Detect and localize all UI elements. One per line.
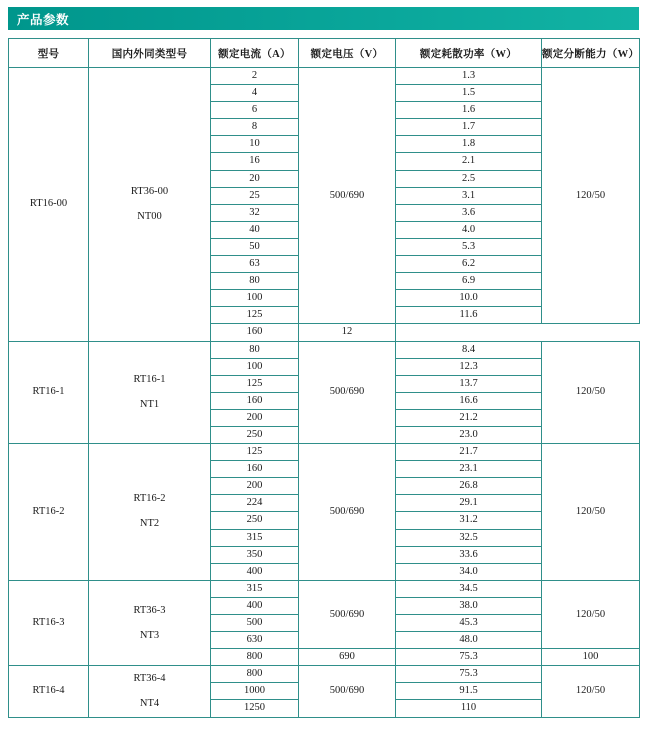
equivalent-model-line: RT36-4 bbox=[133, 672, 166, 684]
header-model: 型号 bbox=[9, 39, 89, 68]
cell-rated-current: 500 bbox=[211, 615, 299, 632]
cell-power-dissipation: 21.7 bbox=[396, 444, 542, 461]
cell-rated-current: 125 bbox=[211, 444, 299, 461]
cell-power-dissipation: 91.5 bbox=[396, 683, 542, 700]
cell-equivalent-model bbox=[89, 341, 211, 444]
table-head bbox=[9, 39, 640, 68]
cell-rated-current: 16 bbox=[211, 153, 299, 170]
spec-table-wrapper bbox=[8, 38, 639, 718]
cell-power-dissipation: 34.0 bbox=[396, 563, 542, 580]
equivalent-model-line: NT00 bbox=[137, 210, 162, 222]
cell-power-dissipation: 48.0 bbox=[396, 632, 542, 649]
equivalent-model-line: RT16-2 bbox=[133, 493, 166, 505]
table-row bbox=[9, 580, 640, 597]
cell-power-dissipation: 2.5 bbox=[396, 170, 542, 187]
spec-table bbox=[8, 38, 640, 718]
cell-rated-current: 160 bbox=[211, 392, 299, 409]
cell-rated-current: 224 bbox=[211, 495, 299, 512]
cell-power-dissipation: 3.1 bbox=[396, 187, 542, 204]
header-power: 额定耗散功率（W） bbox=[396, 39, 542, 68]
cell-rated-current: 4 bbox=[211, 85, 299, 102]
cell-rated-current: 315 bbox=[211, 529, 299, 546]
header-row bbox=[9, 39, 640, 68]
equivalent-model-line: NT4 bbox=[139, 697, 160, 709]
cell-rated-current: 6 bbox=[211, 102, 299, 119]
cell-rated-voltage: 500/690 bbox=[299, 341, 396, 444]
cell-rated-current: 40 bbox=[211, 221, 299, 238]
cell-rated-voltage: 500/690 bbox=[299, 68, 396, 324]
cell-power-dissipation: 31.2 bbox=[396, 512, 542, 529]
cell-breaking-capacity: 120/50 bbox=[542, 666, 640, 717]
cell-rated-current: 630 bbox=[211, 632, 299, 649]
cell-rated-current: 10 bbox=[211, 136, 299, 153]
cell-rated-current: 100 bbox=[211, 290, 299, 307]
spec-page bbox=[0, 7, 647, 752]
cell-model: RT16-2 bbox=[9, 444, 89, 581]
cell-rated-current: 250 bbox=[211, 426, 299, 443]
table-row bbox=[9, 666, 640, 683]
cell-power-dissipation: 4.0 bbox=[396, 221, 542, 238]
cell-power-dissipation: 1.3 bbox=[396, 68, 542, 85]
cell-power-dissipation: 12.3 bbox=[396, 358, 542, 375]
cell-rated-current: 350 bbox=[211, 546, 299, 563]
cell-rated-current: 400 bbox=[211, 597, 299, 614]
table-body bbox=[9, 68, 640, 718]
cell-power-dissipation: 10.0 bbox=[396, 290, 542, 307]
cell-rated-current: 63 bbox=[211, 256, 299, 273]
cell-rated-current: 200 bbox=[211, 478, 299, 495]
cell-rated-current: 160 bbox=[211, 324, 299, 341]
cell-equivalent-model bbox=[89, 580, 211, 665]
cell-power-dissipation: 23.1 bbox=[396, 461, 542, 478]
cell-rated-voltage: 500/690 bbox=[299, 580, 396, 648]
cell-rated-current: 400 bbox=[211, 563, 299, 580]
cell-model: RT16-1 bbox=[9, 341, 89, 444]
cell-power-dissipation: 45.3 bbox=[396, 615, 542, 632]
cell-power-dissipation: 13.7 bbox=[396, 375, 542, 392]
cell-power-dissipation: 34.5 bbox=[396, 580, 542, 597]
cell-power-dissipation: 38.0 bbox=[396, 597, 542, 614]
equivalent-model-line: RT36-00 bbox=[130, 185, 169, 197]
header-voltage: 额定电压（V） bbox=[299, 39, 396, 68]
cell-power-dissipation: 21.2 bbox=[396, 409, 542, 426]
cell-rated-current: 160 bbox=[211, 461, 299, 478]
cell-breaking-capacity: 120/50 bbox=[542, 580, 640, 648]
cell-breaking-capacity: 120/50 bbox=[542, 444, 640, 581]
header-current: 额定电流（A） bbox=[211, 39, 299, 68]
cell-power-dissipation: 1.7 bbox=[396, 119, 542, 136]
cell-power-dissipation: 6.2 bbox=[396, 256, 542, 273]
page-title: 产品参数 bbox=[17, 11, 70, 27]
cell-rated-current: 32 bbox=[211, 204, 299, 221]
header-breaking: 额定分断能力（W） bbox=[542, 39, 640, 68]
cell-model: RT16-00 bbox=[9, 68, 89, 342]
cell-rated-current: 25 bbox=[211, 187, 299, 204]
cell-rated-current: 250 bbox=[211, 512, 299, 529]
cell-equivalent-model bbox=[89, 68, 211, 342]
equivalent-model-line: NT1 bbox=[139, 398, 160, 410]
cell-breaking-capacity: 120/50 bbox=[542, 341, 640, 444]
cell-rated-current: 1000 bbox=[211, 683, 299, 700]
cell-power-dissipation: 110 bbox=[396, 700, 542, 717]
equivalent-model-line: RT36-3 bbox=[133, 604, 166, 616]
cell-rated-current: 80 bbox=[211, 341, 299, 358]
cell-rated-current: 800 bbox=[211, 666, 299, 683]
cell-rated-voltage: 500/690 bbox=[299, 444, 396, 581]
cell-rated-current: 20 bbox=[211, 170, 299, 187]
cell-power-dissipation: 6.9 bbox=[396, 273, 542, 290]
cell-power-dissipation: 11.6 bbox=[396, 307, 542, 324]
cell-power-dissipation: 75.3 bbox=[396, 649, 542, 666]
cell-rated-current: 1250 bbox=[211, 700, 299, 717]
cell-breaking-capacity: 120/50 bbox=[542, 68, 640, 324]
cell-breaking-capacity: 100 bbox=[542, 649, 640, 666]
cell-rated-current: 200 bbox=[211, 409, 299, 426]
cell-power-dissipation: 3.6 bbox=[396, 204, 542, 221]
cell-power-dissipation: 75.3 bbox=[396, 666, 542, 683]
cell-equivalent-model bbox=[89, 666, 211, 717]
cell-rated-current: 2 bbox=[211, 68, 299, 85]
cell-model: RT16-4 bbox=[9, 666, 89, 717]
cell-power-dissipation: 29.1 bbox=[396, 495, 542, 512]
cell-rated-current: 8 bbox=[211, 119, 299, 136]
section-banner bbox=[8, 7, 639, 30]
cell-power-dissipation: 5.3 bbox=[396, 238, 542, 255]
cell-rated-current: 125 bbox=[211, 375, 299, 392]
cell-rated-current: 50 bbox=[211, 238, 299, 255]
header-equiv: 国内外同类型号 bbox=[89, 39, 211, 68]
cell-power-dissipation: 1.8 bbox=[396, 136, 542, 153]
cell-rated-voltage: 690 bbox=[299, 649, 396, 666]
cell-rated-current: 800 bbox=[211, 649, 299, 666]
cell-rated-current: 100 bbox=[211, 358, 299, 375]
cell-power-dissipation: 33.6 bbox=[396, 546, 542, 563]
equivalent-model-line: RT16-1 bbox=[133, 373, 166, 385]
cell-power-dissipation: 1.5 bbox=[396, 85, 542, 102]
cell-rated-current: 315 bbox=[211, 580, 299, 597]
equivalent-model-line: NT2 bbox=[139, 518, 160, 530]
cell-power-dissipation: 23.0 bbox=[396, 426, 542, 443]
cell-power-dissipation: 12 bbox=[299, 324, 396, 341]
cell-power-dissipation: 16.6 bbox=[396, 392, 542, 409]
cell-power-dissipation: 8.4 bbox=[396, 341, 542, 358]
table-row bbox=[9, 68, 640, 85]
table-row bbox=[9, 444, 640, 461]
cell-rated-current: 125 bbox=[211, 307, 299, 324]
equivalent-model-line: NT3 bbox=[139, 629, 160, 641]
cell-equivalent-model bbox=[89, 444, 211, 581]
cell-rated-current: 80 bbox=[211, 273, 299, 290]
cell-power-dissipation: 1.6 bbox=[396, 102, 542, 119]
cell-power-dissipation: 32.5 bbox=[396, 529, 542, 546]
table-row bbox=[9, 341, 640, 358]
cell-model: RT16-3 bbox=[9, 580, 89, 665]
cell-rated-voltage: 500/690 bbox=[299, 666, 396, 717]
cell-power-dissipation: 26.8 bbox=[396, 478, 542, 495]
cell-power-dissipation: 2.1 bbox=[396, 153, 542, 170]
